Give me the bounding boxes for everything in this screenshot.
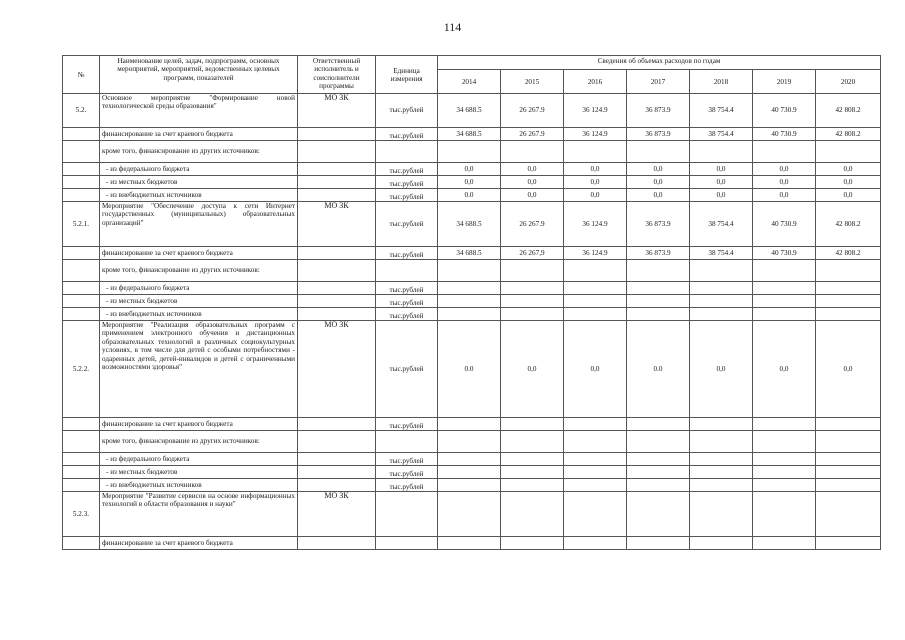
row-value-2018 <box>690 308 753 321</box>
row-value-2016 <box>564 466 627 479</box>
row-value-2018 <box>690 431 753 453</box>
row-value-2020 <box>816 492 881 537</box>
row-value-2016: 36 124.9 <box>564 247 627 260</box>
row-number: 5.2.1. <box>63 202 100 247</box>
row-value-2020 <box>816 537 881 550</box>
table-row <box>63 418 881 431</box>
row-unit: тыс.рублей <box>376 163 438 176</box>
row-value-2017: 0,0 <box>627 189 690 202</box>
table-row <box>63 94 881 128</box>
row-value-2014 <box>438 308 501 321</box>
row-value-2019 <box>753 479 816 492</box>
row-name: - из федерального бюджета <box>100 453 298 466</box>
table-body <box>63 94 881 550</box>
row-name: кроме того, финансирование из других источников: <box>100 260 298 282</box>
table-row <box>63 260 881 282</box>
row-unit: тыс.рублей <box>376 128 438 141</box>
row-value-2020: 42 808.2 <box>816 128 881 141</box>
row-executor <box>298 431 376 453</box>
row-number <box>63 479 100 492</box>
row-value-2020 <box>816 282 881 295</box>
header-year: 2016 <box>564 70 627 94</box>
row-value-2017 <box>627 537 690 550</box>
row-value-2018 <box>690 260 753 282</box>
row-value-2014: 0.0 <box>438 321 501 418</box>
row-executor <box>298 189 376 202</box>
row-value-2016 <box>564 141 627 163</box>
row-executor: МО ЗК <box>298 202 376 247</box>
row-number <box>63 189 100 202</box>
row-executor <box>298 163 376 176</box>
row-value-2017 <box>627 431 690 453</box>
row-value-2020: 42 808.2 <box>816 202 881 247</box>
row-value-2014: 0.0 <box>438 189 501 202</box>
row-value-2017 <box>627 295 690 308</box>
budget-table <box>62 55 881 550</box>
row-value-2019: 40 730.9 <box>753 202 816 247</box>
row-name: - из местных бюджетов <box>100 176 298 189</box>
row-name: - из внебюджетных источников <box>100 479 298 492</box>
row-name: Мероприятие "Реализация образовательных программ с применением электронного обучения и дистанционных образовательных технологий в различных социокультурных условиях, в том числе для детей с особыми потребностями - одаренных детей, детей-инвалидов и детей с ограниченными возможностями здоровья" <box>100 321 298 418</box>
row-unit: тыс.рублей <box>376 418 438 431</box>
row-unit <box>376 537 438 550</box>
row-name: Мероприятие "Развитие сервисов на основе информационных технологий в области образования и науки" <box>100 492 298 537</box>
row-unit: тыс.рублей <box>376 247 438 260</box>
row-value-2016: 0,0 <box>564 189 627 202</box>
row-number <box>63 537 100 550</box>
row-value-2014 <box>438 492 501 537</box>
row-value-2018: 38 754.4 <box>690 247 753 260</box>
row-value-2014 <box>438 466 501 479</box>
row-value-2020 <box>816 260 881 282</box>
row-value-2014 <box>438 537 501 550</box>
row-value-2016: 0,0 <box>564 321 627 418</box>
header-year: 2014 <box>438 70 501 94</box>
header-year: 2018 <box>690 70 753 94</box>
row-unit <box>376 260 438 282</box>
row-value-2019: 0,0 <box>753 176 816 189</box>
row-number: 5.2.3. <box>63 492 100 537</box>
row-executor <box>298 479 376 492</box>
table-row <box>63 479 881 492</box>
row-unit: тыс.рублей <box>376 308 438 321</box>
row-executor <box>298 128 376 141</box>
row-value-2015 <box>501 537 564 550</box>
row-number <box>63 295 100 308</box>
row-value-2018 <box>690 141 753 163</box>
row-name: финансирование за счет краевого бюджета <box>100 537 298 550</box>
row-value-2016: 0,0 <box>564 163 627 176</box>
row-value-2020: 0,0 <box>816 189 881 202</box>
row-executor <box>298 453 376 466</box>
row-value-2018 <box>690 537 753 550</box>
table-row <box>63 128 881 141</box>
row-value-2020 <box>816 418 881 431</box>
row-value-2016 <box>564 282 627 295</box>
table-row <box>63 247 881 260</box>
row-value-2019 <box>753 431 816 453</box>
row-value-2014: 34 688.5 <box>438 128 501 141</box>
row-value-2016 <box>564 308 627 321</box>
row-number <box>63 466 100 479</box>
row-unit: тыс.рублей <box>376 453 438 466</box>
header-year: 2017 <box>627 70 690 94</box>
row-value-2016 <box>564 431 627 453</box>
table-row <box>63 202 881 247</box>
row-value-2016: 0,0 <box>564 176 627 189</box>
row-unit: тыс.рублей <box>376 189 438 202</box>
row-value-2016 <box>564 418 627 431</box>
row-executor <box>298 141 376 163</box>
row-value-2019: 0,0 <box>753 321 816 418</box>
row-unit: тыс.рублей <box>376 321 438 418</box>
table-row <box>63 141 881 163</box>
row-value-2018 <box>690 466 753 479</box>
row-executor: МО ЗК <box>298 94 376 128</box>
row-value-2015: 26 267.9 <box>501 128 564 141</box>
row-value-2019: 40 730.9 <box>753 247 816 260</box>
row-value-2018: 38 754.4 <box>690 128 753 141</box>
row-value-2017: 0,0 <box>627 163 690 176</box>
row-name: кроме того, финансирование из других источников: <box>100 431 298 453</box>
row-value-2015 <box>501 141 564 163</box>
row-value-2016 <box>564 260 627 282</box>
row-value-2019 <box>753 295 816 308</box>
row-name: Мероприятие "Обеспечение доступа к сети Интернет государственных (муниципальных) образовательных организаций" <box>100 202 298 247</box>
row-value-2019 <box>753 453 816 466</box>
row-number <box>63 176 100 189</box>
row-value-2018: 0,0 <box>690 189 753 202</box>
row-value-2016 <box>564 537 627 550</box>
row-value-2020: 0,0 <box>816 163 881 176</box>
row-unit: тыс.рублей <box>376 176 438 189</box>
row-value-2015: 0,0 <box>501 163 564 176</box>
row-unit: тыс.рублей <box>376 94 438 128</box>
row-value-2014 <box>438 453 501 466</box>
row-number <box>63 141 100 163</box>
row-value-2014 <box>438 282 501 295</box>
row-value-2019 <box>753 537 816 550</box>
row-number: 5.2. <box>63 94 100 128</box>
row-value-2015: 0,0 <box>501 176 564 189</box>
row-name: финансирование за счет краевого бюджета <box>100 247 298 260</box>
row-value-2018 <box>690 453 753 466</box>
row-value-2018: 0,0 <box>690 176 753 189</box>
row-name: Основное мероприятие "Формирование новой технологической среды образования" <box>100 94 298 128</box>
row-number <box>63 282 100 295</box>
row-value-2017: 36 873.9 <box>627 247 690 260</box>
table-row <box>63 308 881 321</box>
header-year: 2020 <box>816 70 881 94</box>
row-value-2014 <box>438 260 501 282</box>
row-executor <box>298 176 376 189</box>
row-name: - из внебюджетных источников <box>100 308 298 321</box>
row-value-2020 <box>816 141 881 163</box>
header-year: 2019 <box>753 70 816 94</box>
row-number <box>63 453 100 466</box>
row-executor <box>298 308 376 321</box>
row-executor <box>298 295 376 308</box>
row-value-2014 <box>438 418 501 431</box>
row-value-2017 <box>627 453 690 466</box>
row-value-2015: 26 267.9 <box>501 94 564 128</box>
table-row <box>63 492 881 537</box>
table-row <box>63 176 881 189</box>
row-value-2015: 26 267.9 <box>501 202 564 247</box>
table-row <box>63 453 881 466</box>
row-value-2017 <box>627 308 690 321</box>
header-name: Наименование целей, задач, подпрограмм, основных мероприятий, мероприятий, ведомственных целевых программ, показателей <box>100 56 298 94</box>
row-executor <box>298 260 376 282</box>
header-executor: Ответственный исполнитель и соисполнители программы <box>298 56 376 94</box>
header-num: № <box>63 56 100 94</box>
row-value-2020: 0,0 <box>816 321 881 418</box>
row-value-2019: 0,0 <box>753 163 816 176</box>
row-value-2017: 36 873.9 <box>627 94 690 128</box>
table-row <box>63 537 881 550</box>
row-value-2020: 0,0 <box>816 176 881 189</box>
row-value-2019 <box>753 418 816 431</box>
row-value-2015: 0,0 <box>501 189 564 202</box>
row-value-2020 <box>816 431 881 453</box>
row-value-2015 <box>501 492 564 537</box>
row-value-2020 <box>816 453 881 466</box>
row-value-2019: 0,0 <box>753 189 816 202</box>
row-name: финансирование за счет краевого бюджета <box>100 418 298 431</box>
header-expenses: Сведения об объемах расходов по годам <box>438 56 881 70</box>
row-value-2016 <box>564 295 627 308</box>
row-executor <box>298 247 376 260</box>
row-value-2015 <box>501 260 564 282</box>
row-value-2015 <box>501 466 564 479</box>
row-value-2017 <box>627 260 690 282</box>
table-row <box>63 189 881 202</box>
row-value-2018 <box>690 295 753 308</box>
row-value-2017 <box>627 479 690 492</box>
row-value-2015 <box>501 418 564 431</box>
row-value-2015 <box>501 479 564 492</box>
row-value-2015: 0,0 <box>501 321 564 418</box>
row-value-2017 <box>627 141 690 163</box>
row-number <box>63 128 100 141</box>
row-value-2020 <box>816 479 881 492</box>
row-unit: тыс.рублей <box>376 466 438 479</box>
row-unit: тыс.рублей <box>376 202 438 247</box>
row-number <box>63 247 100 260</box>
header-year: 2015 <box>501 70 564 94</box>
row-value-2014 <box>438 141 501 163</box>
row-value-2014: 0,0 <box>438 163 501 176</box>
row-unit <box>376 492 438 537</box>
row-value-2018 <box>690 479 753 492</box>
row-value-2018: 0,0 <box>690 321 753 418</box>
row-number <box>63 431 100 453</box>
row-value-2016: 36 124.9 <box>564 202 627 247</box>
row-number <box>63 308 100 321</box>
row-value-2018: 38 754.4 <box>690 202 753 247</box>
row-value-2019 <box>753 466 816 479</box>
row-value-2014 <box>438 431 501 453</box>
header-unit: Единица измерения <box>376 56 438 94</box>
row-value-2015 <box>501 431 564 453</box>
row-value-2014: 34 688.5 <box>438 94 501 128</box>
row-unit <box>376 141 438 163</box>
row-value-2019 <box>753 308 816 321</box>
row-value-2017 <box>627 418 690 431</box>
row-value-2015 <box>501 308 564 321</box>
row-executor <box>298 282 376 295</box>
table-row <box>63 321 881 418</box>
row-value-2020 <box>816 308 881 321</box>
row-value-2017: 0.0 <box>627 321 690 418</box>
row-value-2017: 36 873.9 <box>627 202 690 247</box>
table-row <box>63 295 881 308</box>
row-value-2020: 42 808.2 <box>816 247 881 260</box>
row-value-2018: 38 754.4 <box>690 94 753 128</box>
row-value-2020 <box>816 295 881 308</box>
row-value-2018 <box>690 492 753 537</box>
row-number <box>63 418 100 431</box>
row-value-2017 <box>627 282 690 295</box>
row-value-2016: 36 124.9 <box>564 128 627 141</box>
row-value-2014: 34 688.5 <box>438 202 501 247</box>
row-value-2019 <box>753 141 816 163</box>
row-value-2017: 36 873.9 <box>627 128 690 141</box>
row-value-2018 <box>690 282 753 295</box>
row-value-2016 <box>564 453 627 466</box>
row-value-2020 <box>816 466 881 479</box>
row-value-2019 <box>753 260 816 282</box>
table-row <box>63 282 881 295</box>
table-row <box>63 163 881 176</box>
row-name: - из местных бюджетов <box>100 466 298 479</box>
row-unit: тыс.рублей <box>376 479 438 492</box>
row-executor <box>298 537 376 550</box>
row-value-2019 <box>753 492 816 537</box>
row-number <box>63 163 100 176</box>
row-value-2014 <box>438 295 501 308</box>
row-value-2017: 0,0 <box>627 176 690 189</box>
row-value-2016 <box>564 492 627 537</box>
row-unit: тыс.рублей <box>376 282 438 295</box>
row-value-2016 <box>564 479 627 492</box>
row-executor: МО ЗК <box>298 321 376 418</box>
table-header <box>63 56 881 94</box>
page-number: 114 <box>443 20 462 34</box>
row-executor <box>298 466 376 479</box>
row-executor <box>298 418 376 431</box>
table-row <box>63 431 881 453</box>
row-number: 5.2.2. <box>63 321 100 418</box>
row-executor: МО ЗК <box>298 492 376 537</box>
row-name: кроме того, финансирование из других источников: <box>100 141 298 163</box>
row-name: - из внебюджетных источников <box>100 189 298 202</box>
row-value-2018: 0,0 <box>690 163 753 176</box>
row-value-2017 <box>627 492 690 537</box>
row-value-2014 <box>438 479 501 492</box>
row-name: - из федерального бюджета <box>100 282 298 295</box>
row-value-2015 <box>501 453 564 466</box>
row-value-2020: 42 808.2 <box>816 94 881 128</box>
row-value-2016: 36 124.9 <box>564 94 627 128</box>
row-value-2018 <box>690 418 753 431</box>
row-value-2015: 26 267,9 <box>501 247 564 260</box>
row-name: финансирование за счет краевого бюджета <box>100 128 298 141</box>
row-value-2015 <box>501 295 564 308</box>
row-value-2019: 40 730.9 <box>753 128 816 141</box>
row-value-2019: 40 730.9 <box>753 94 816 128</box>
row-value-2014: 0,0 <box>438 176 501 189</box>
row-value-2015 <box>501 282 564 295</box>
row-number <box>63 260 100 282</box>
row-value-2014: 34 688.5 <box>438 247 501 260</box>
row-value-2019 <box>753 282 816 295</box>
row-unit: тыс.рублей <box>376 295 438 308</box>
row-name: - из федерального бюджета <box>100 163 298 176</box>
row-value-2017 <box>627 466 690 479</box>
row-unit <box>376 431 438 453</box>
table-row <box>63 466 881 479</box>
row-name: - из местных бюджетов <box>100 295 298 308</box>
